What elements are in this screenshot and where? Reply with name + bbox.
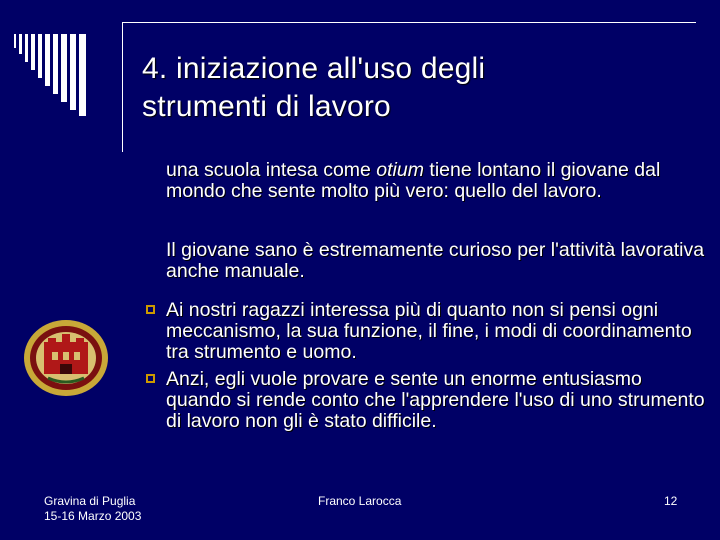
bullet-item bbox=[146, 300, 706, 363]
page-number: 12 bbox=[664, 494, 678, 508]
bullet-text: Anzi, egli vuole provare e sente un enorme entusiasmo quando si rende conto che l'apprendere l'uso di uno strumento di lavoro non gli è stato difficile. bbox=[166, 368, 705, 432]
square-bullet-icon bbox=[146, 305, 155, 314]
footer-author: Franco Larocca bbox=[318, 494, 402, 508]
paragraph-1-italic: otium bbox=[376, 159, 424, 181]
top-rule bbox=[122, 22, 696, 23]
footer-place: Gravina di Puglia bbox=[44, 494, 136, 508]
bullet-item bbox=[146, 369, 706, 432]
paragraph-1-start: una scuola intesa come bbox=[166, 159, 377, 181]
paragraph-1 bbox=[166, 160, 706, 202]
city-seal-icon bbox=[22, 318, 110, 398]
title-line-2: strumenti di lavoro bbox=[142, 90, 391, 123]
slide-title bbox=[142, 50, 682, 126]
bullet-list bbox=[146, 300, 706, 438]
footer-date: 15-16 Marzo 2003 bbox=[44, 509, 142, 523]
paragraph-2: Il giovane sano è estremamente curioso per l'attività lavorativa anche manuale. bbox=[166, 239, 705, 282]
footer-left bbox=[44, 494, 141, 524]
square-bullet-icon bbox=[146, 374, 155, 383]
paragraph-1-end: tiene lontano il giovane dal mondo che sente molto più vero: quello del lavoro. bbox=[166, 159, 661, 202]
bullet-text: Ai nostri ragazzi interessa più di quanto non si pensi ogni meccanismo, la sua funzione, il fine, i modi di coordinamento tra strumento e uomo. bbox=[166, 299, 692, 363]
decorative-bars bbox=[14, 30, 124, 130]
left-rule bbox=[122, 22, 123, 152]
title-line-1: 4. iniziazione all'uso degli bbox=[142, 52, 486, 85]
